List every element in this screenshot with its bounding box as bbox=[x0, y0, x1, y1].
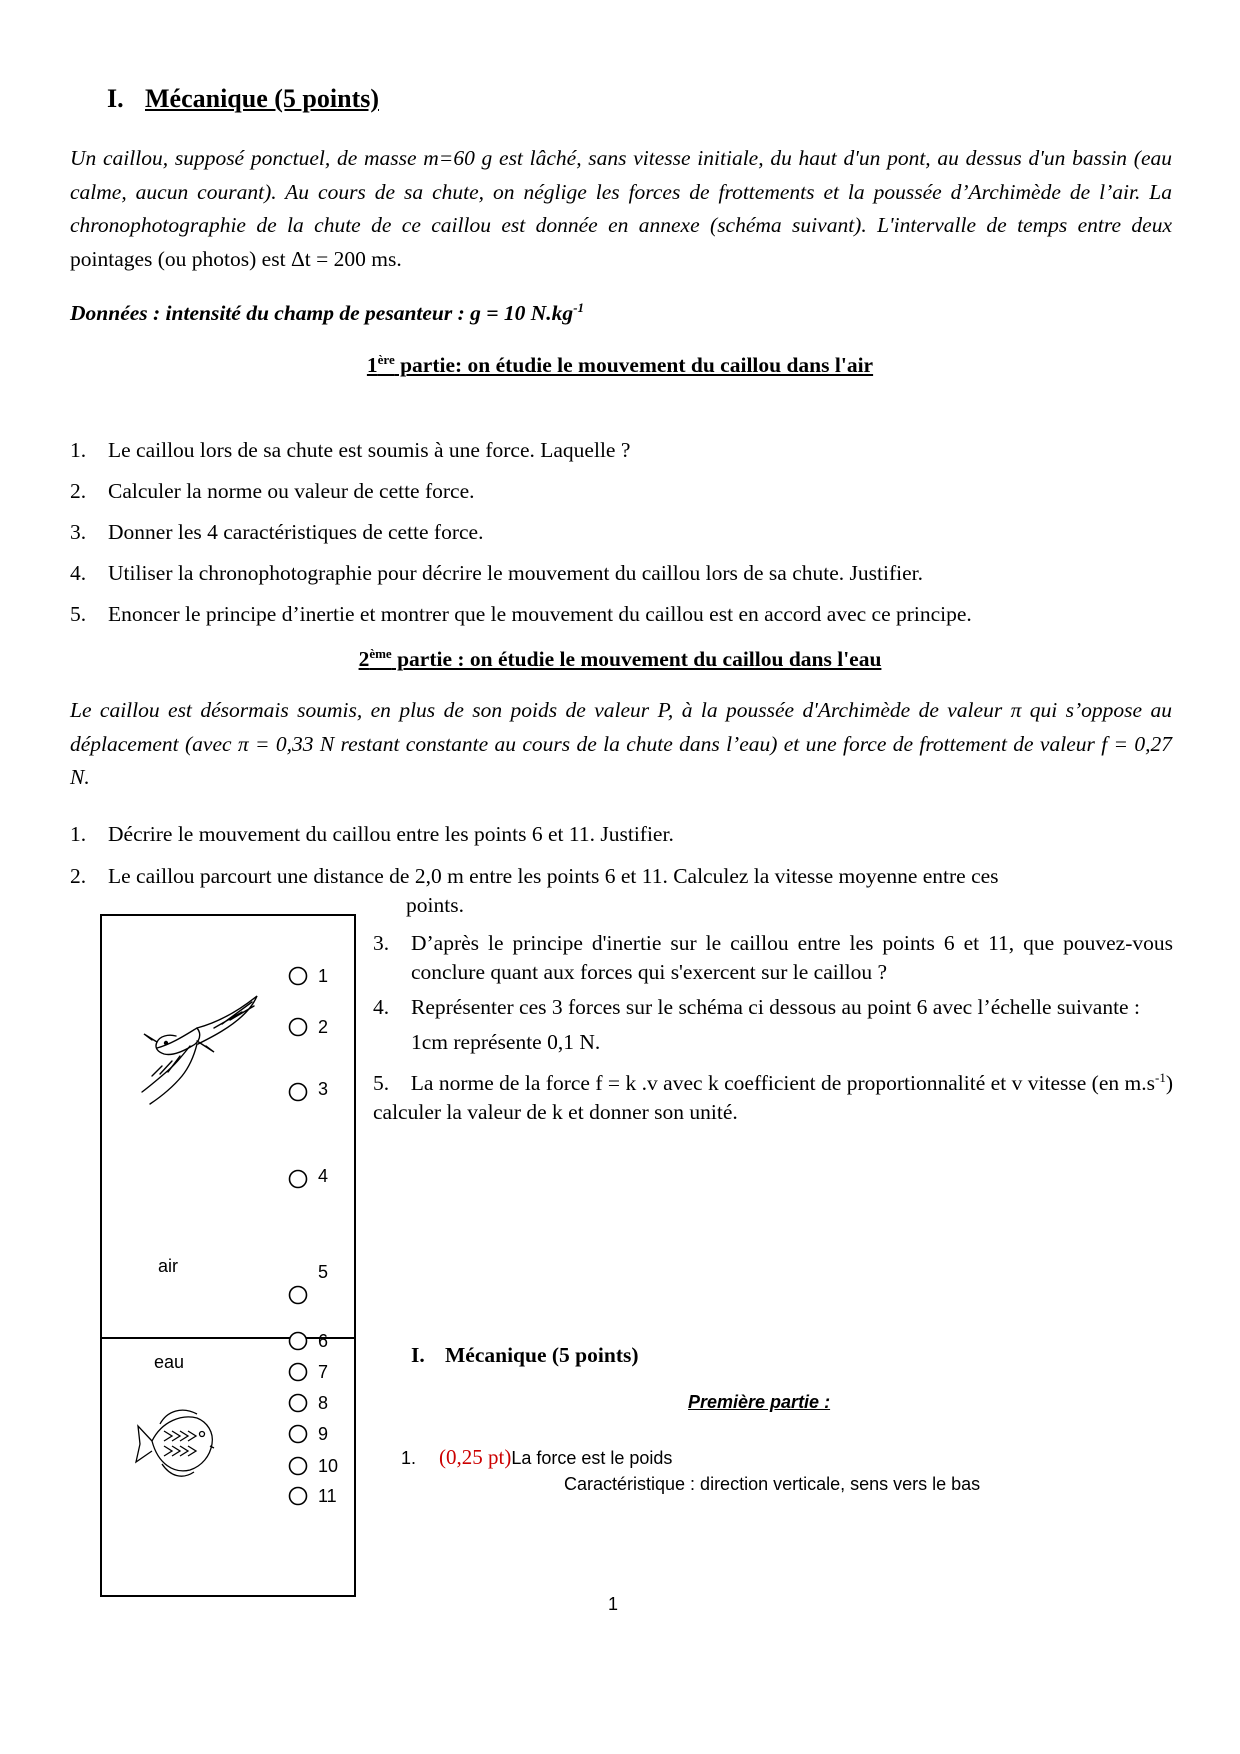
point-8-marker bbox=[290, 1395, 307, 1412]
question2-2-cont: points. bbox=[406, 893, 464, 917]
point-3-marker bbox=[290, 1084, 307, 1101]
question-1 bbox=[70, 438, 1172, 479]
question-text: Le caillou lors de sa chute est soumis à une force. Laquelle ? bbox=[108, 438, 631, 462]
answers-title-text: Mécanique (5 points) bbox=[445, 1343, 639, 1367]
question-text: D’après le principe d'inertie sur le caillou entre les points 6 et 11, que pouvez-vous conclure quant aux forces qui s'exercent sur le caillou ? bbox=[411, 931, 1173, 984]
question-number: 4. bbox=[373, 995, 390, 1019]
page-number: 1 bbox=[608, 1594, 619, 1614]
question-text: Enoncer le principe d’inertie et montrer que le mouvement du caillou est en accord avec ce principe. bbox=[108, 602, 972, 626]
question-number: 1. bbox=[70, 438, 87, 462]
question-text: Le caillou parcourt une distance de 2,0 m entre les points 6 et 11. Calculez la vitesse moyenne entre ces bbox=[108, 864, 999, 888]
partie2-sup: ème bbox=[369, 646, 392, 661]
point-9-label: 9 bbox=[318, 1424, 329, 1444]
point-6-marker bbox=[290, 1333, 307, 1350]
question2-2 bbox=[70, 862, 1172, 891]
partie2-heading bbox=[0, 646, 1240, 672]
questions-part1 bbox=[70, 438, 1172, 643]
position-points bbox=[290, 966, 339, 1506]
question-exponent: -1 bbox=[1155, 1070, 1166, 1085]
questions-part2-top bbox=[70, 820, 1172, 920]
question-number: 5. bbox=[70, 602, 87, 626]
answer-number: 1. bbox=[401, 1448, 417, 1468]
partie1-num: 1 bbox=[366, 353, 378, 378]
partie1-sup: ère bbox=[377, 352, 395, 367]
point-7-label: 7 bbox=[318, 1362, 329, 1382]
question-text: Calculer la norme ou valeur de cette force. bbox=[108, 479, 475, 503]
intro2-paragraph bbox=[70, 694, 1172, 795]
section-number: I. bbox=[107, 84, 124, 113]
answer-1-line2: Caractéristique : direction verticale, sens vers le bas bbox=[564, 1474, 981, 1494]
question-number: 3. bbox=[373, 931, 390, 955]
intro-text-upright: pointages (ou photos) est Δt = 200 ms. bbox=[70, 246, 402, 271]
answers-subheading: Première partie : bbox=[688, 1392, 831, 1412]
point-3-label: 3 bbox=[318, 1079, 329, 1099]
fish-icon bbox=[136, 1410, 214, 1476]
question-4 bbox=[70, 561, 1172, 602]
point-2-marker bbox=[290, 1019, 307, 1036]
diagram-svg bbox=[102, 916, 354, 1595]
section-title-text: Mécanique (5 points) bbox=[145, 84, 379, 113]
point-5-marker bbox=[290, 1287, 307, 1304]
question-number: 4. bbox=[70, 561, 87, 585]
question-text: Donner les 4 caractéristiques de cette force. bbox=[108, 520, 484, 544]
answers-number: I. bbox=[411, 1343, 425, 1367]
point-10-marker bbox=[290, 1458, 307, 1475]
answer-1 bbox=[401, 1445, 672, 1470]
air-label: air bbox=[158, 1256, 179, 1276]
question-number: 2. bbox=[70, 479, 87, 503]
partie2-title: partie : on étudie le mouvement du caillou dans l'eau bbox=[391, 647, 882, 672]
answer-text: La force est le poids bbox=[511, 1448, 673, 1468]
question-text: Utiliser la chronophotographie pour décrire le mouvement du caillou lors de sa chute. Justifier. bbox=[108, 561, 923, 585]
question-3 bbox=[70, 520, 1172, 561]
answers-title bbox=[411, 1343, 639, 1368]
question-text: Représenter ces 3 forces sur le schéma ci dessous au point 6 avec l’échelle suivante : bbox=[411, 995, 1140, 1019]
question-5 bbox=[70, 602, 1172, 643]
point-4-marker bbox=[290, 1171, 307, 1188]
question-number: 5. bbox=[373, 1071, 390, 1096]
partie1-title: partie: on étudie le mouvement du caillou dans l'air bbox=[394, 353, 874, 378]
point-5-label: 5 bbox=[318, 1262, 329, 1282]
answer-points: (0,25 pt) bbox=[439, 1445, 512, 1469]
intro-paragraph bbox=[70, 142, 1172, 276]
point-2-label: 2 bbox=[318, 1017, 329, 1037]
donnees-exponent: -1 bbox=[573, 300, 585, 315]
point-1-label: 1 bbox=[318, 966, 329, 986]
question-text-end: ) calculer la valeur de k et donner son unité. bbox=[373, 1071, 1174, 1125]
point-11-marker bbox=[290, 1488, 307, 1505]
point-10-label: 10 bbox=[318, 1456, 339, 1476]
question-number: 1. bbox=[70, 822, 87, 846]
questions-part2-right bbox=[373, 929, 1173, 1127]
question-number: 3. bbox=[70, 520, 87, 544]
intro-text: Un caillou, supposé ponctuel, de masse m=60 g est lâché, sans vitesse initiale, du haut d'un pont, au dessus d'un bassin (eau calme, aucun courant). Au cours de sa chute, on néglige les forces de frottements et la poussée d’Archimède de l’air. La chronophotographie de la chute de ce caillou est donnée en annexe (schéma suivant). L'intervalle de temps entre deux bbox=[70, 146, 1172, 237]
point-1-marker bbox=[290, 968, 307, 985]
donnees-line bbox=[70, 300, 584, 326]
partie1-heading bbox=[0, 352, 1240, 378]
section-title bbox=[107, 84, 379, 114]
question2-4-scale: 1cm représente 0,1 N. bbox=[411, 1030, 601, 1054]
point-7-marker bbox=[290, 1364, 307, 1381]
point-6-label: 6 bbox=[318, 1331, 329, 1351]
question-text: La norme de la force f = k .v avec k coefficient de proportionnalité et v vitesse (en m.s bbox=[410, 1071, 1155, 1096]
question-text: Décrire le mouvement du caillou entre les points 6 et 11. Justifier. bbox=[108, 822, 674, 846]
point-4-label: 4 bbox=[318, 1166, 329, 1186]
question-number: 2. bbox=[70, 864, 87, 888]
question2-1 bbox=[70, 820, 1172, 862]
partie2-num: 2 bbox=[358, 647, 370, 672]
water-label: eau bbox=[154, 1352, 185, 1372]
question-2 bbox=[70, 479, 1172, 520]
seagull-icon bbox=[142, 996, 257, 1104]
chronophotography-diagram bbox=[100, 914, 356, 1597]
point-9-marker bbox=[290, 1426, 307, 1443]
point-8-label: 8 bbox=[318, 1393, 329, 1413]
intro2-text: Le caillou est désormais soumis, en plus de son poids de valeur P, à la poussée d'Archimède de valeur π qui s’oppose au déplacement (avec π = 0,33 N restant constante au cours de la chute dans l’eau) et une force de frottement de valeur f = 0,27 N. bbox=[70, 698, 1172, 789]
question2-3 bbox=[373, 929, 1173, 987]
point-11-label: 11 bbox=[318, 1486, 337, 1506]
donnees-text: Données : intensité du champ de pesanteur : g = 10 N.kg bbox=[70, 301, 574, 326]
question2-5 bbox=[373, 1063, 1173, 1127]
question2-4 bbox=[373, 993, 1173, 1022]
